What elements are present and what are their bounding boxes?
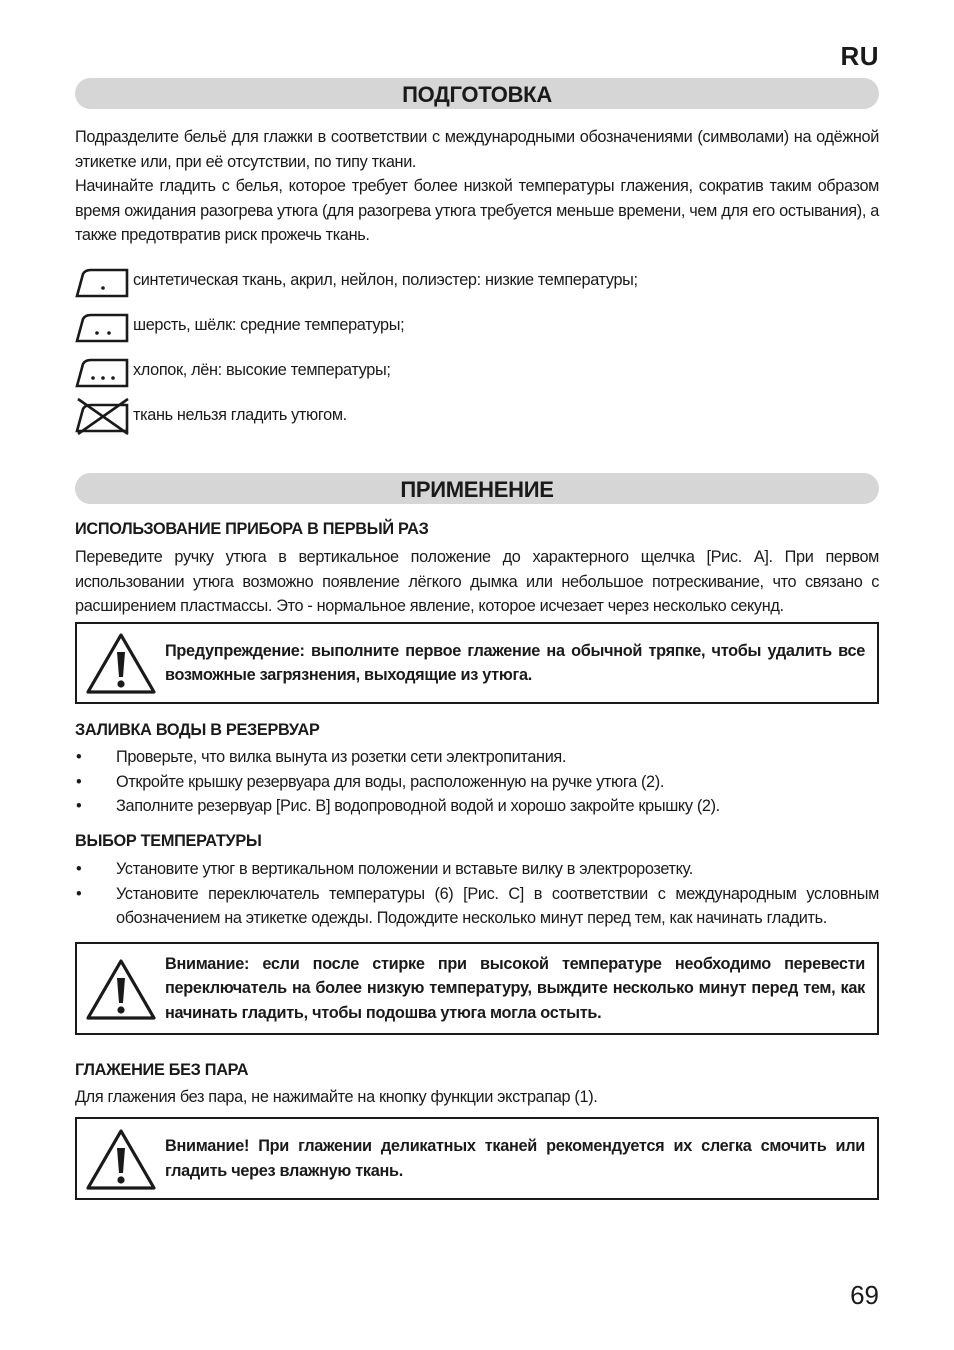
dry-ironing-paragraph: Для глажения без пара, не нажимайте на кнопку функции экстрапар (1). <box>75 1088 598 1106</box>
iron-crossed-icon <box>75 395 129 435</box>
list-item: • Проверьте, что вилка вынута из розетки сети электропитания. <box>75 745 879 770</box>
symbol-text-low: синтетическая ткань, акрил, нейлон, полиэстер: низкие температуры; <box>133 270 638 289</box>
warning-text-dry-ironing: Внимание! При глажении деликатных тканей рекомендуется их слегка смочить или гладить через влажную ткань. <box>165 1137 865 1180</box>
iron-one-dot-icon <box>75 260 129 300</box>
prep-paragraph-2: Начинайте гладить с белья, которое требует более низкой температуры глажения, сократив таким образом время ожидания разогрева утюга (для разогрева утюга требуется меньше времени, чем для его остывания), а также предотвратив риск прожечь ткань. <box>75 177 879 244</box>
iron-two-dots-icon <box>75 305 129 345</box>
symbol-row-medium <box>75 303 404 347</box>
subheading-water: ЗАЛИВКА ВОДЫ В РЕЗЕРВУАР <box>75 721 320 739</box>
list-item: • Откройте крышку резервуара для воды, расположенную на ручке утюга (2). <box>75 770 879 795</box>
list-item: • Установите утюг в вертикальном положении и вставьте вилку в электророзетку. <box>75 857 879 882</box>
symbol-row-low <box>75 258 638 302</box>
page-number: 69 <box>850 1280 879 1310</box>
warning-box-temperature <box>75 942 879 1035</box>
first-use-paragraph: Переведите ручку утюга в вертикальное положение до характерного щелчка [Рис. A]. При первом использовании утюга возможно появление лёгкого дымка или небольшое потрескивание, что связано с расширением пластмассы. Это - нормальное явление, которое исчезает через несколько секунд. <box>75 548 879 615</box>
symbol-row-high <box>75 348 391 392</box>
symbol-text-medium: шерсть, шёлк: средние температуры; <box>133 315 405 334</box>
warning-text-first-use: Предупреждение: выполните первое глажение на обычной тряпке, чтобы удалить все возможные загрязнения, выходящие из утюга. <box>165 641 865 684</box>
language-code: RU <box>840 41 879 71</box>
subheading-first-use: ИСПОЛЬЗОВАНИЕ ПРИБОРА В ПЕРВЫЙ РАЗ <box>75 520 429 538</box>
iron-three-dots-icon <box>75 350 129 390</box>
temperature-list <box>75 857 879 931</box>
warning-text-temperature: Внимание: если после стирке при высокой температуре необходимо перевести переключатель на более низкую температуру, выждите несколько минут перед тем, как начинать гладить, чтобы подошва утюга могла остыть. <box>165 954 865 1022</box>
prep-paragraph-1: Подразделите бельё для глажки в соответствии с международными обозначениями (символами) на одёжной этикетке или, при её отсутствии, по типу ткани. <box>75 128 879 171</box>
list-item: • Установите переключатель температуры (6) [Рис. C] в соответствии с международным условным обозначением на этикетке одежды. Подождите несколько минут перед тем, как начинать гладить. <box>75 882 879 931</box>
section-title-usage: ПРИМЕНЕНИЕ <box>75 473 879 504</box>
symbol-row-no-iron <box>75 393 347 437</box>
section-title-preparation: ПОДГОТОВКА <box>75 78 879 109</box>
symbol-text-high: хлопок, лён: высокие температуры; <box>133 360 391 379</box>
warning-box-dry-ironing <box>75 1117 879 1200</box>
list-item: • Заполните резервуар [Рис. B] водопроводной водой и хорошо закройте крышку (2). <box>75 794 879 819</box>
symbol-text-no-iron: ткань нельзя гладить утюгом. <box>133 405 347 424</box>
subheading-temperature: ВЫБОР ТЕМПЕРАТУРЫ <box>75 832 262 850</box>
subheading-dry-ironing: ГЛАЖЕНИЕ БЕЗ ПАРА <box>75 1061 249 1079</box>
warning-triangle-icon <box>84 1126 158 1192</box>
water-list <box>75 745 879 819</box>
warning-box-first-use <box>75 622 879 704</box>
warning-triangle-icon <box>84 956 158 1022</box>
warning-triangle-icon <box>84 630 158 696</box>
